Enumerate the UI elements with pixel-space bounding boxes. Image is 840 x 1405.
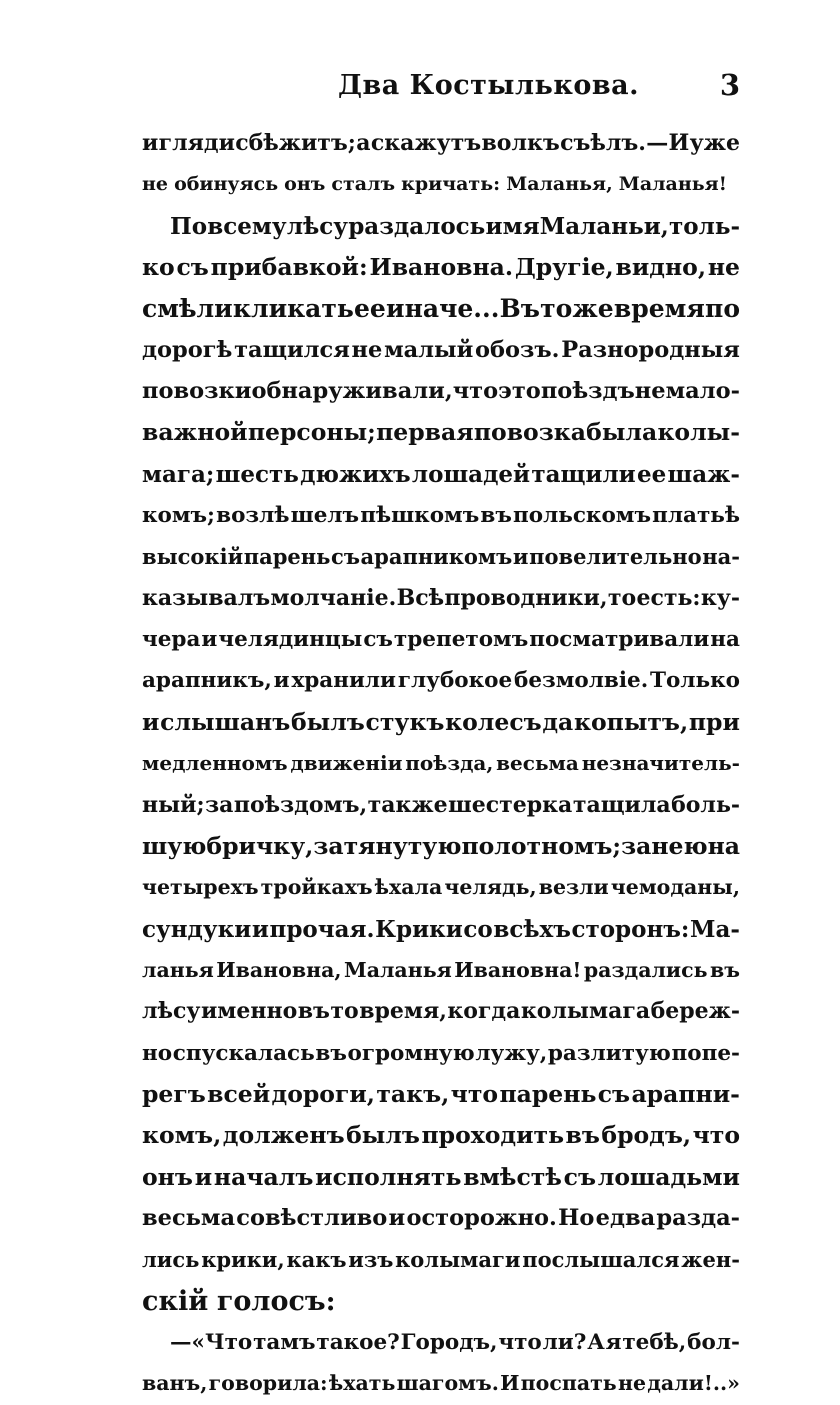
word: сторонъ: — [571, 915, 690, 943]
word: колымага — [520, 998, 651, 1025]
word: время — [613, 294, 705, 324]
word: видно, — [615, 253, 707, 282]
word: полотномъ; — [461, 831, 622, 860]
text-line — [142, 288, 740, 329]
word: раздалось — [348, 212, 486, 240]
word: повозки — [142, 378, 252, 405]
word: обозъ. — [475, 336, 560, 363]
word: гляди — [158, 130, 235, 156]
word: долженъ — [222, 1121, 345, 1150]
word: тащила — [572, 791, 671, 818]
word: челядь, — [444, 875, 537, 900]
word: медленномъ — [142, 751, 288, 776]
text-line — [142, 412, 740, 453]
word: парень — [243, 544, 331, 570]
word: боль- — [671, 791, 740, 818]
word: Ма- — [690, 915, 740, 943]
word: сундуки — [142, 915, 252, 943]
word: и — [194, 1162, 213, 1191]
text-line — [142, 660, 740, 701]
word: съ — [597, 1079, 631, 1108]
word: проводники, — [444, 584, 608, 611]
word: четырехъ — [142, 875, 259, 900]
page-number: 3 — [719, 68, 740, 102]
word: въ — [315, 1040, 347, 1066]
word: а — [356, 130, 371, 156]
text-line — [142, 1198, 740, 1239]
word: шесть — [215, 460, 299, 488]
word: лѣсу — [142, 998, 201, 1025]
word: волкъ — [481, 130, 560, 156]
word: говорила: — [208, 1371, 328, 1396]
word: тамъ — [253, 1329, 316, 1355]
word: такъ, — [376, 1079, 450, 1108]
word: что — [452, 378, 499, 405]
word: поѣздъ — [540, 378, 635, 405]
word: не — [634, 378, 666, 405]
word: колесъ — [445, 707, 542, 736]
running-title: Два Костылькова. — [338, 70, 639, 101]
word: шелъ — [290, 503, 360, 529]
word: проходить — [421, 1121, 565, 1150]
word: возлѣ — [216, 503, 290, 529]
word: толь- — [669, 212, 740, 240]
word: первая — [376, 418, 474, 447]
word: колы- — [657, 418, 740, 447]
text-line — [142, 1239, 740, 1280]
word: безмолвіе. — [514, 668, 649, 694]
word: арапникъ, — [142, 668, 272, 694]
word: ѣхала — [374, 875, 443, 900]
word: трепетомъ — [393, 627, 529, 653]
word: ее — [354, 294, 386, 324]
word: И — [500, 1371, 520, 1396]
word: бол- — [687, 1329, 740, 1355]
word: тащился — [234, 336, 350, 363]
word: поспать — [520, 1371, 617, 1396]
text-line — [142, 1281, 740, 1322]
word: копытъ, — [573, 707, 689, 736]
word: весьма — [496, 751, 579, 776]
word: такое? — [316, 1329, 400, 1355]
text-line — [142, 536, 740, 577]
word: везли — [538, 875, 609, 900]
word: А — [587, 1329, 605, 1355]
word: персоны; — [247, 418, 376, 447]
word: Маланья, — [506, 173, 613, 196]
word: повозка — [473, 418, 586, 447]
word: Но — [558, 1204, 595, 1231]
word: и — [273, 668, 290, 694]
word: и — [512, 544, 529, 570]
word: шую — [142, 831, 207, 860]
word: Ивановна, — [216, 957, 342, 982]
word: и — [388, 1204, 406, 1231]
word: въ — [297, 998, 330, 1025]
word: сбѣжитъ; — [235, 130, 356, 156]
text-line — [142, 1033, 740, 1074]
word: на — [710, 627, 740, 653]
word: бродъ, — [601, 1121, 692, 1150]
word: Маланьи, — [539, 212, 669, 240]
text-line — [142, 1074, 740, 1115]
word: Крики — [375, 915, 463, 943]
text-line — [142, 164, 740, 205]
word: осторожно. — [406, 1204, 557, 1231]
word: обинуясь — [174, 173, 279, 196]
word: поѣздомъ, — [233, 791, 368, 818]
word: регъ — [142, 1079, 206, 1108]
text-line — [142, 247, 740, 288]
word: Разнородныя — [561, 336, 740, 363]
text-line — [142, 330, 740, 371]
word: Маланья! — [618, 173, 728, 196]
text-line — [142, 578, 740, 619]
text-line — [142, 495, 740, 536]
word: платьѣ — [652, 503, 740, 529]
word: лошадей — [411, 460, 531, 488]
word: изъ — [348, 1247, 394, 1273]
text-line — [142, 454, 740, 495]
word: что — [498, 1329, 542, 1355]
word: что — [450, 1079, 499, 1108]
word: — — [646, 130, 669, 156]
word: былъ — [346, 1121, 420, 1150]
word: ку- — [700, 584, 740, 611]
word: не — [707, 253, 740, 282]
word: кричать: — [401, 173, 501, 196]
word: ный; — [142, 791, 205, 818]
word: И — [668, 130, 690, 156]
word: Только — [650, 668, 740, 694]
word: лись — [142, 1247, 200, 1273]
word: за — [621, 831, 652, 860]
word: и — [251, 915, 269, 943]
word: Ивановна. — [369, 253, 514, 282]
word: дороги, — [271, 1079, 375, 1108]
word: жен- — [681, 1247, 740, 1273]
word: мага; — [142, 460, 215, 488]
word: ее — [637, 460, 667, 488]
word: прочая. — [269, 915, 375, 943]
word: малый — [384, 336, 474, 363]
word: сталъ — [331, 173, 396, 196]
word: колымаги — [395, 1247, 521, 1273]
word: польскомъ — [513, 503, 651, 529]
word: движеніи — [290, 751, 403, 776]
text-line — [142, 619, 740, 660]
word: также — [367, 791, 448, 818]
word: ванъ, — [142, 1371, 208, 1396]
word: Ивановна! — [454, 957, 582, 982]
word: и — [142, 707, 160, 736]
word: въ — [565, 1121, 600, 1150]
word: Городъ, — [400, 1329, 498, 1355]
word: арапни- — [631, 1079, 740, 1108]
word: я — [605, 1329, 622, 1355]
word: комъ; — [142, 503, 215, 529]
word: не — [617, 1371, 647, 1396]
word: поѣзда, — [405, 751, 494, 776]
word: всѣхъ — [493, 915, 571, 943]
word: дюжихъ — [300, 460, 411, 488]
word: со — [463, 915, 493, 943]
text-line — [142, 950, 740, 991]
word: комъ, — [142, 1121, 222, 1150]
word: шаж- — [667, 460, 740, 488]
word: едва — [595, 1204, 656, 1231]
word: лужу, — [475, 1040, 548, 1066]
word: не — [351, 336, 383, 363]
word: лошадьми — [597, 1162, 740, 1191]
word: незначитель- — [581, 751, 740, 776]
word: чемоданы, — [610, 875, 740, 900]
word: нею — [651, 831, 708, 860]
word: началъ — [213, 1162, 314, 1191]
word: скажутъ — [370, 130, 482, 156]
word: лѣсу — [286, 212, 348, 240]
word: ѣхать — [328, 1371, 396, 1396]
word: за — [205, 791, 234, 818]
word: спускалась — [172, 1040, 315, 1066]
word: по — [705, 294, 740, 324]
word: разлитую — [547, 1040, 671, 1066]
word: да — [542, 707, 574, 736]
word: но — [142, 1040, 173, 1066]
word: исполнять — [315, 1162, 462, 1191]
word: береж- — [650, 998, 740, 1025]
word: посматривали — [529, 627, 710, 653]
word: то — [540, 294, 573, 324]
text-line — [142, 826, 740, 867]
word: же — [572, 294, 614, 324]
word: съ — [363, 627, 393, 653]
word: совѣстливо — [236, 1204, 388, 1231]
word: что — [692, 1121, 740, 1150]
word: ли? — [542, 1329, 587, 1355]
text-line — [142, 206, 740, 247]
word: съ — [563, 1162, 596, 1191]
word: вмѣстѣ — [463, 1162, 562, 1191]
text-line — [142, 785, 740, 826]
word: съѣлъ. — [560, 130, 646, 156]
word: и — [201, 627, 218, 653]
word: прибавкой: — [210, 253, 368, 282]
word: не — [142, 173, 168, 196]
text-line — [142, 1115, 740, 1156]
word: тебѣ, — [622, 1329, 687, 1355]
word: хранили — [291, 668, 397, 694]
word: повелительно — [529, 544, 702, 570]
text-line — [142, 1157, 740, 1198]
word: именно — [200, 998, 298, 1025]
word: на- — [702, 544, 740, 570]
text-line — [142, 1363, 740, 1404]
text-line — [142, 743, 740, 784]
word: съ — [176, 253, 209, 282]
text-line — [142, 1322, 740, 1363]
word: Другіе, — [514, 253, 614, 282]
word: есть: — [636, 584, 701, 611]
text-line — [142, 123, 740, 164]
word: крики, — [201, 1247, 285, 1273]
word: важной — [142, 418, 248, 447]
word: Въ — [499, 294, 540, 324]
word: весьма — [142, 1204, 236, 1231]
word: онъ — [142, 1162, 193, 1191]
word: когда — [447, 998, 521, 1025]
word: слышанъ — [160, 707, 291, 736]
word: разда- — [656, 1204, 740, 1231]
word: попе- — [671, 1040, 740, 1066]
word: скій — [142, 1285, 209, 1317]
word: онъ — [284, 173, 326, 196]
word: всему — [207, 212, 287, 240]
word: глубокое — [397, 668, 513, 694]
word: дорогѣ — [142, 336, 233, 363]
word: голосъ: — [216, 1285, 336, 1317]
text-line — [142, 371, 740, 412]
word: шестерка — [448, 791, 573, 818]
word: челядинцы — [218, 627, 363, 653]
word: высокій — [142, 544, 244, 570]
word: была — [586, 418, 658, 447]
word: иначе... — [386, 294, 500, 324]
word: мало- — [665, 378, 740, 405]
word: смѣли — [142, 294, 233, 324]
text-line — [142, 702, 740, 743]
word: стукъ — [365, 707, 445, 736]
word: обнаруживали, — [251, 378, 453, 405]
word: Маланья — [344, 957, 452, 982]
word: молчаніе. — [270, 584, 397, 611]
word: время, — [359, 998, 447, 1025]
word: то — [330, 998, 359, 1025]
text-line — [142, 909, 740, 950]
word: чера — [142, 627, 201, 653]
word: шагомъ. — [396, 1371, 499, 1396]
word: бричку, — [206, 831, 314, 860]
body-text — [142, 123, 740, 1405]
word: пѣшкомъ — [360, 503, 480, 529]
word: уже — [689, 130, 740, 156]
word: какъ — [286, 1247, 347, 1273]
word: всей — [207, 1079, 271, 1108]
word: кликать — [232, 294, 354, 324]
word: арапникомъ — [360, 544, 513, 570]
word: тащили — [531, 460, 636, 488]
word: ко — [142, 253, 175, 282]
running-head — [140, 70, 740, 110]
word: въ — [710, 957, 740, 982]
word: въ — [480, 503, 512, 529]
word: съ — [331, 544, 360, 570]
word: ланья — [142, 957, 214, 982]
text-line — [142, 991, 740, 1032]
word: то — [607, 584, 637, 611]
word: дали!..» — [647, 1371, 740, 1396]
word: былъ — [291, 707, 365, 736]
text-line — [142, 867, 740, 908]
word: огромную — [347, 1040, 475, 1066]
word: при — [688, 707, 740, 736]
word: послышался — [522, 1247, 680, 1273]
word: раздались — [583, 957, 708, 982]
word: это — [498, 378, 541, 405]
word: на — [707, 831, 740, 860]
word: По — [170, 212, 208, 240]
word: парень — [499, 1079, 597, 1108]
word: казывалъ — [142, 584, 271, 611]
word: Всѣ — [396, 584, 445, 611]
word: и — [142, 130, 159, 156]
word: имя — [485, 212, 540, 240]
word: тройкахъ — [260, 875, 373, 900]
word: затянутую — [313, 831, 462, 860]
word: —«Что — [170, 1329, 253, 1355]
